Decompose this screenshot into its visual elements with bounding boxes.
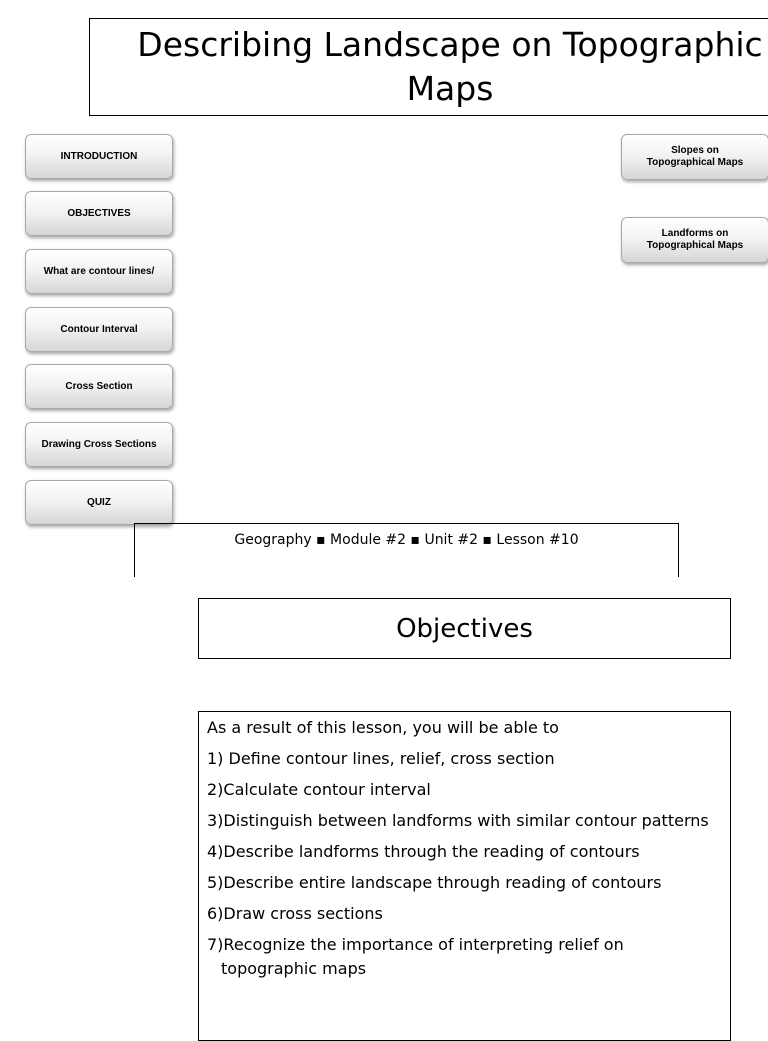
objective-item: 2)Calculate contour interval: [207, 780, 431, 799]
nav-button-contour-interval[interactable]: Contour Interval: [25, 307, 173, 352]
nav-button-contour-lines[interactable]: What are contour lines/: [25, 249, 173, 294]
objective-item: 6)Draw cross sections: [207, 904, 383, 923]
objective-item: 3)Distinguish between landforms with similar contour patterns: [207, 811, 709, 830]
objective-item: 4)Describe landforms through the reading of contours: [207, 842, 640, 861]
title-box: [89, 18, 768, 116]
objective-item: 5)Describe entire landscape through reading of contours: [207, 873, 662, 892]
objective-item: 7)Recognize the importance of interpreting relief on topographic maps: [207, 935, 624, 978]
nav-button-landforms[interactable]: Landforms on Topographical Maps: [621, 217, 768, 263]
nav-button-cross-section[interactable]: Cross Section: [25, 364, 173, 409]
nav-button-introduction[interactable]: INTRODUCTION: [25, 134, 173, 179]
nav-button-drawing-cross-sections[interactable]: Drawing Cross Sections: [25, 422, 173, 467]
objectives-list-box: [198, 711, 731, 1041]
nav-button-slopes[interactable]: Slopes on Topographical Maps: [621, 134, 768, 180]
nav-button-quiz[interactable]: QUIZ: [25, 480, 173, 525]
objective-item: 1) Define contour lines, relief, cross section: [207, 749, 555, 768]
objectives-heading: Objectives: [198, 598, 731, 659]
footer-box: [134, 523, 679, 577]
nav-button-objectives[interactable]: OBJECTIVES: [25, 191, 173, 236]
lesson-breadcrumb: Geography ▪ Module #2 ▪ Unit #2 ▪ Lesson #10: [234, 532, 579, 548]
objectives-intro: As a result of this lesson, you will be able to: [207, 718, 559, 737]
page-title: Describing Landscape on Topographic Maps: [137, 25, 763, 108]
